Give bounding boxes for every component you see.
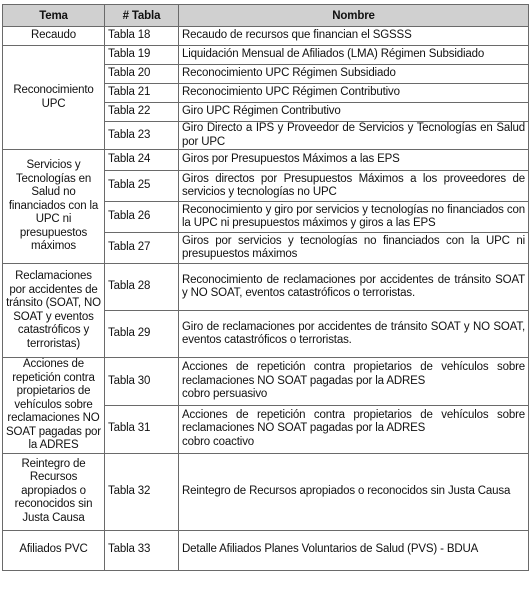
table-row xyxy=(3,358,529,406)
tabla-cell: Tabla 26 xyxy=(105,202,179,233)
header-tema: Tema xyxy=(3,5,105,27)
nombre-line: Giros por Presupuestos Máximos a las EPS xyxy=(182,153,400,166)
nombre-cell xyxy=(179,46,529,65)
table-row xyxy=(3,46,529,65)
tema-cell: Acciones de repetición contra propietarios de vehículos sobre reclamaciones NO SOAT pagadas por la ADRES xyxy=(3,358,105,454)
table-row xyxy=(3,264,529,311)
nombre-cell xyxy=(179,233,529,264)
nombre-cell xyxy=(179,122,529,150)
nombre-line: cobro persuasivo xyxy=(182,388,268,401)
table-row xyxy=(3,27,529,46)
nombre-cell xyxy=(179,84,529,103)
tabla-cell: Tabla 31 xyxy=(105,405,179,453)
nombre-line: Acciones de repetición contra propietarios de vehículos sobre reclamaciones NO SOAT pagadas por la ADRES xyxy=(182,361,525,387)
tabla-cell: Tabla 18 xyxy=(105,27,179,46)
nombre-cell xyxy=(179,405,529,453)
nombre-line: Recaudo de recursos que financian el SGSSS xyxy=(182,29,412,42)
nombre-cell xyxy=(179,202,529,233)
nombre-cell xyxy=(179,150,529,171)
table-row xyxy=(3,453,529,530)
tema-cell: Recaudo xyxy=(3,27,105,46)
nombre-line: Reconocimiento UPC Régimen Contributivo xyxy=(182,86,400,99)
nombre-line: Giro UPC Régimen Contributivo xyxy=(182,105,341,118)
nombre-cell xyxy=(179,103,529,122)
nombre-cell xyxy=(179,171,529,202)
nombre-line: Giro Directo a IPS y Proveedor de Servicios y Tecnologías en Salud por UPC xyxy=(182,122,525,148)
nombre-line: Acciones de repetición contra propietarios de vehículos sobre reclamaciones NO SOAT pagadas por la ADRES xyxy=(182,408,525,435)
nombre-line: Liquidación Mensual de Afiliados (LMA) Régimen Subsidiado xyxy=(182,48,485,61)
tema-cell: Reclamaciones por accidentes de tránsito (SOAT, NO SOAT y eventos catastróficos y terroristas) xyxy=(3,264,105,358)
nombre-line: Reconocimiento UPC Régimen Subsidiado xyxy=(182,67,396,80)
nombre-line: Reconocimiento y giro por servicios y tecnologías no financiados con la UPC ni presupuestos máximos y giros a las EPS xyxy=(182,203,525,229)
nombre-line: cobro coactivo xyxy=(182,435,255,448)
nombre-line: Reconocimiento de reclamaciones por accidentes de tránsito SOAT y NO SOAT, eventos catastróficos o terroristas. xyxy=(182,273,525,299)
tema-cell: Afiliados PVC xyxy=(3,530,105,570)
tabla-cell: Tabla 21 xyxy=(105,84,179,103)
nombre-line: Giros por servicios y tecnologías no financiados con la UPC ni presupuestos máximos xyxy=(182,234,525,260)
tema-cell: Reintegro de Recursos apropiados o reconocidos sin Justa Causa xyxy=(3,453,105,530)
nombre-cell xyxy=(179,27,529,46)
table-row xyxy=(3,530,529,570)
nombre-line: Giros directos por Presupuestos Máximos a los proveedores de servicios y tecnologías no UPC xyxy=(182,172,525,198)
table-body xyxy=(3,27,529,571)
nombre-cell xyxy=(179,453,529,530)
tabla-cell: Tabla 33 xyxy=(105,530,179,570)
tabla-cell: Tabla 27 xyxy=(105,233,179,264)
nombre-cell xyxy=(179,264,529,311)
nombre-cell xyxy=(179,358,529,406)
nombre-line: Detalle Afiliados Planes Voluntarios de Salud (PVS) - BDUA xyxy=(182,543,479,556)
header-tabla: # Tabla xyxy=(105,5,179,27)
nombre-line: Reintegro de Recursos apropiados o reconocidos sin Justa Causa xyxy=(182,484,511,497)
table-row xyxy=(3,150,529,171)
tablas-table xyxy=(2,4,529,571)
tabla-cell: Tabla 25 xyxy=(105,171,179,202)
tabla-cell: Tabla 32 xyxy=(105,453,179,530)
tabla-cell: Tabla 19 xyxy=(105,46,179,65)
nombre-cell xyxy=(179,311,529,358)
tema-cell: Servicios y Tecnologías en Salud no financiados con la UPC ni presupuestos máximos xyxy=(3,150,105,264)
nombre-line: Giro de reclamaciones por accidentes de tránsito SOAT y NO SOAT, eventos catastróficos o terroristas. xyxy=(182,320,525,346)
tabla-cell: Tabla 28 xyxy=(105,264,179,311)
tabla-cell: Tabla 24 xyxy=(105,150,179,171)
tabla-cell: Tabla 22 xyxy=(105,103,179,122)
tema-cell: Reconocimiento UPC xyxy=(3,46,105,150)
header-row xyxy=(3,5,529,27)
tabla-cell: Tabla 23 xyxy=(105,122,179,150)
tabla-cell: Tabla 30 xyxy=(105,358,179,406)
tabla-cell: Tabla 20 xyxy=(105,65,179,84)
tabla-cell: Tabla 29 xyxy=(105,311,179,358)
header-nombre: Nombre xyxy=(179,5,529,27)
nombre-cell xyxy=(179,530,529,570)
nombre-cell xyxy=(179,65,529,84)
